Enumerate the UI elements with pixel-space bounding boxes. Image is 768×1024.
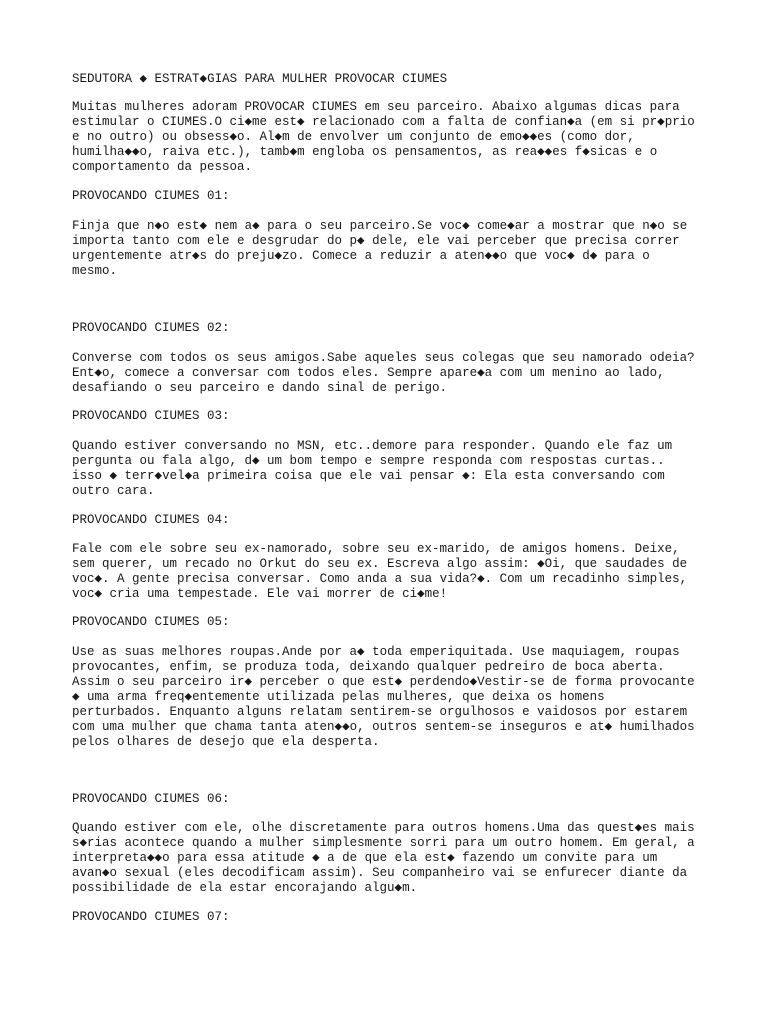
paragraph-line: Ent◆o, comece a conversar com todos eles. Sempre apare◆a com um menino ao lado, (72, 366, 665, 380)
section-heading: PROVOCANDO CIUMES 05: (72, 615, 230, 629)
paragraph-line: Quando estiver com ele, olhe discretamente para outros homens.Uma das quest◆es mais (72, 821, 695, 835)
paragraph-line: desafiando o seu parceiro e dando sinal de perigo. (72, 381, 448, 395)
paragraph-line: s◆rias acontece quando a mulher simplesmente sorri para um outro homem. Em geral, a (72, 836, 695, 850)
paragraph-line: sem querer, um recado no Orkut do seu ex. Escreva algo assim: ◆Oi, que saudades de (72, 557, 688, 571)
paragraph-line: Converse com todos os seus amigos.Sabe aqueles seus colegas que seu namorado odeia? (72, 351, 695, 365)
intro-line: comportamento da pessoa. (72, 160, 253, 174)
paragraph-line: Finja que n◆o est◆ nem a◆ para o seu parceiro.Se voc◆ come◆ar a mostrar que n◆o se (72, 219, 688, 233)
paragraph-line: perturbados. Enquanto alguns relatam sentirem-se orgulhosos e vaidosos por estarem (72, 705, 688, 719)
paragraph-line: Use as suas melhores roupas.Ande por a◆ toda emperiquitada. Use maquiagem, roupas (72, 645, 680, 659)
section-heading: PROVOCANDO CIUMES 01: (72, 189, 230, 203)
paragraph-line: avan◆o sexual (eles decodificam assim). Seu companheiro vai se enfurecer diante da (72, 866, 688, 880)
section-heading: PROVOCANDO CIUMES 02: (72, 321, 230, 335)
paragraph-line: importa tanto com ele e desgrudar do p◆ dele, ele vai perceber que precisa correr (72, 234, 680, 248)
document-title: SEDUTORA ◆ ESTRAT◆GIAS PARA MULHER PROVOCAR CIUMES (72, 72, 448, 86)
intro-line: e no outro) ou obsess◆o. Al◆m de envolver um conjunto de emo◆◆es (como dor, (72, 130, 635, 144)
intro-line: estimular o CIUMES.O ci◆me est◆ relacionado com a falta de confian◆a (em si pr◆prio (72, 115, 695, 129)
paragraph-line: com uma mulher que chama tanta aten◆◆o, outros sentem-se inseguros e at◆ humilhados (72, 720, 695, 734)
paragraph-line: pergunta ou fala algo, d◆ um bom tempo e sempre responda com respostas curtas.. (72, 454, 665, 468)
paragraph-line: voc◆ cria uma tempestade. Ele vai morrer de ci◆me! (72, 587, 448, 601)
intro-line: humilha◆◆o, raiva etc.), tamb◆m engloba os pensamentos, as rea◆◆es f◆sicas e o (72, 145, 658, 159)
section-heading: PROVOCANDO CIUMES 03: (72, 409, 230, 423)
paragraph-line: urgentemente atr◆s do preju◆zo. Comece a reduzir a aten◆◆o que voc◆ d◆ para o (72, 249, 650, 263)
paragraph-line: Fale com ele sobre seu ex-namorado, sobre seu ex-marido, de amigos homens. Deixe, (72, 542, 680, 556)
paragraph-line: interpreta◆◆o para essa atitude ◆ a de que ela est◆ fazendo um convite para um (72, 851, 658, 865)
paragraph-line: Quando estiver conversando no MSN, etc..demore para responder. Quando ele faz um (72, 439, 673, 453)
intro-line: Muitas mulheres adoram PROVOCAR CIUMES em seu parceiro. Abaixo algumas dicas para (72, 100, 680, 114)
paragraph-line: isso ◆ terr◆vel◆a primeira coisa que ele vai pensar ◆: Ela esta conversando com (72, 469, 665, 483)
paragraph-line: Assim o seu parceiro ir◆ perceber o que est◆ perdendo◆Vestir-se de forma provocante (72, 675, 695, 689)
section-heading: PROVOCANDO CIUMES 06: (72, 792, 230, 806)
section-heading: PROVOCANDO CIUMES 07: (72, 910, 230, 924)
paragraph-line: possibilidade de ela estar encorajando algu◆m. (72, 881, 418, 895)
paragraph-line: voc◆. A gente precisa conversar. Como anda a sua vida?◆. Com um recadinho simples, (72, 572, 688, 586)
paragraph-line: ◆ uma arma freq◆entemente utilizada pelas mulheres, que deixa os homens (72, 690, 605, 704)
paragraph-line: mesmo. (72, 264, 118, 278)
section-heading: PROVOCANDO CIUMES 04: (72, 513, 230, 527)
paragraph-line: provocantes, enfim, se produza toda, deixando qualquer pedreiro de boca aberta. (72, 660, 665, 674)
paragraph-line: pelos olhares de desejo que ela desperta. (72, 735, 380, 749)
paragraph-line: outro cara. (72, 484, 155, 498)
